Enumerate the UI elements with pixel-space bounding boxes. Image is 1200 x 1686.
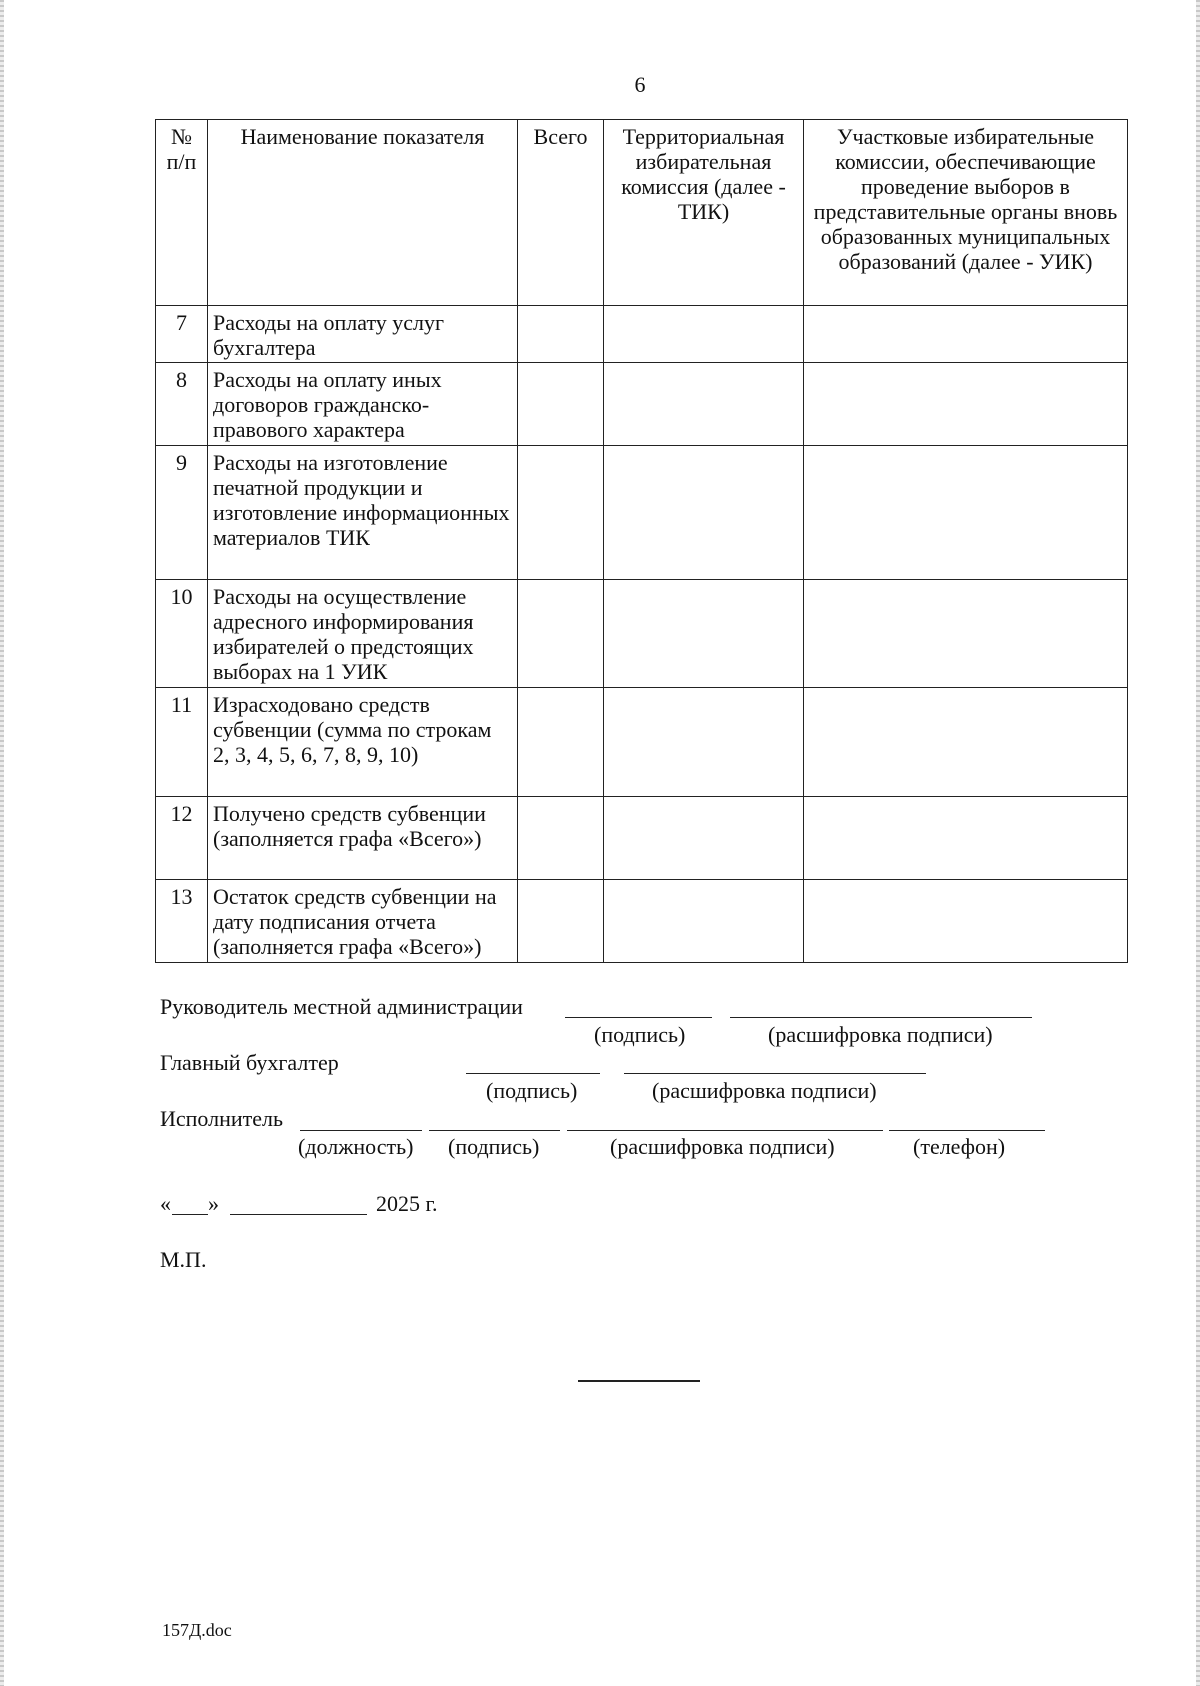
accountant-signature-line[interactable] xyxy=(466,1073,600,1074)
row-name: Расходы на изготовление печатной продукции и изготовление информационных материалов ТИК xyxy=(208,446,518,580)
table-row xyxy=(156,306,1128,363)
page-number: 6 xyxy=(634,72,646,97)
row-name: Остаток средств субвенции на дату подписания отчета (заполняется графа «Всего») xyxy=(208,880,518,963)
executor-phone-line[interactable] xyxy=(889,1130,1045,1131)
date-month-line[interactable] xyxy=(230,1214,367,1215)
date-year: 2025 г. xyxy=(376,1191,438,1216)
row-name: Расходы на оплату иных договоров гражданско-правового характера xyxy=(208,363,518,446)
executor-decoding-line[interactable] xyxy=(567,1130,883,1131)
cell-total xyxy=(518,306,604,363)
cell-tik xyxy=(604,446,804,580)
header-tik: Территориальная избирательная комиссия (далее - ТИК) xyxy=(604,120,804,306)
row-name: Израсходовано средств субвенции (сумма по строкам 2, 3, 4, 5, 6, 7, 8, 9, 10) xyxy=(208,688,518,797)
head-signature-label: Руководитель местной администрации xyxy=(160,994,523,1019)
cell-uik xyxy=(804,797,1128,880)
date-open-quote: « xyxy=(160,1191,171,1216)
cell-uik xyxy=(804,580,1128,688)
row-number: 13 xyxy=(156,880,208,963)
cell-total xyxy=(518,797,604,880)
cell-total xyxy=(518,446,604,580)
head-signature-line[interactable] xyxy=(565,1017,712,1018)
cell-tik xyxy=(604,880,804,963)
executor-position-line[interactable] xyxy=(300,1130,422,1131)
row-number: 12 xyxy=(156,797,208,880)
cell-tik xyxy=(604,688,804,797)
row-number: 9 xyxy=(156,446,208,580)
row-name: Расходы на оплату услуг бухгалтера xyxy=(208,306,518,363)
table-row xyxy=(156,688,1128,797)
head-decoding-caption: (расшифровка подписи) xyxy=(768,1022,993,1047)
table-row xyxy=(156,797,1128,880)
accountant-signature-caption: (подпись) xyxy=(486,1078,578,1103)
executor-phone-caption: (телефон) xyxy=(913,1134,1006,1159)
scan-right-edge xyxy=(1196,0,1200,1686)
header-indicator-name: Наименование показателя xyxy=(208,120,518,306)
cell-uik xyxy=(804,363,1128,446)
row-number: 10 xyxy=(156,580,208,688)
date-close-quote: » xyxy=(208,1191,219,1216)
accountant-decoding-line[interactable] xyxy=(624,1073,926,1074)
table-row xyxy=(156,446,1128,580)
cell-uik xyxy=(804,446,1128,580)
row-number: 7 xyxy=(156,306,208,363)
table-header-row xyxy=(156,120,1128,306)
header-total: Всего xyxy=(518,120,604,306)
accountant-decoding-caption: (расшифровка подписи) xyxy=(652,1078,877,1103)
header-uik: Участковые избирательные комиссии, обеспечивающие проведение выборов в представительные органы вновь образованных муниципальных образований (далее - УИК) xyxy=(804,120,1128,306)
date-day-line[interactable] xyxy=(172,1214,208,1215)
row-number: 8 xyxy=(156,363,208,446)
file-name: 157Д.doc xyxy=(162,1620,232,1640)
cell-uik xyxy=(804,880,1128,963)
header-number: № п/п xyxy=(156,120,208,306)
report-table xyxy=(155,119,1128,963)
executor-signature-label: Исполнитель xyxy=(160,1106,284,1131)
cell-tik xyxy=(604,363,804,446)
row-name: Расходы на осуществление адресного информирования избирателей о предстоящих выборах на 1 УИК xyxy=(208,580,518,688)
cell-total xyxy=(518,363,604,446)
cell-tik xyxy=(604,580,804,688)
scan-left-edge xyxy=(0,0,4,1686)
cell-total xyxy=(518,580,604,688)
executor-position-caption: (должность) xyxy=(298,1134,414,1159)
cell-uik xyxy=(804,688,1128,797)
executor-decoding-caption: (расшифровка подписи) xyxy=(610,1134,835,1159)
cell-total xyxy=(518,880,604,963)
head-signature-caption: (подпись) xyxy=(594,1022,686,1047)
cell-tik xyxy=(604,306,804,363)
row-name: Получено средств субвенции (заполняется графа «Всего») xyxy=(208,797,518,880)
executor-signature-line[interactable] xyxy=(429,1130,560,1131)
accountant-signature-label: Главный бухгалтер xyxy=(160,1050,339,1075)
table-row xyxy=(156,580,1128,688)
table-row xyxy=(156,363,1128,446)
table-row xyxy=(156,880,1128,963)
row-number: 11 xyxy=(156,688,208,797)
end-of-document-rule xyxy=(578,1380,700,1382)
stamp-place: М.П. xyxy=(160,1247,207,1272)
head-decoding-line[interactable] xyxy=(730,1017,1032,1018)
cell-uik xyxy=(804,306,1128,363)
executor-signature-caption: (подпись) xyxy=(448,1134,540,1159)
cell-tik xyxy=(604,797,804,880)
cell-total xyxy=(518,688,604,797)
